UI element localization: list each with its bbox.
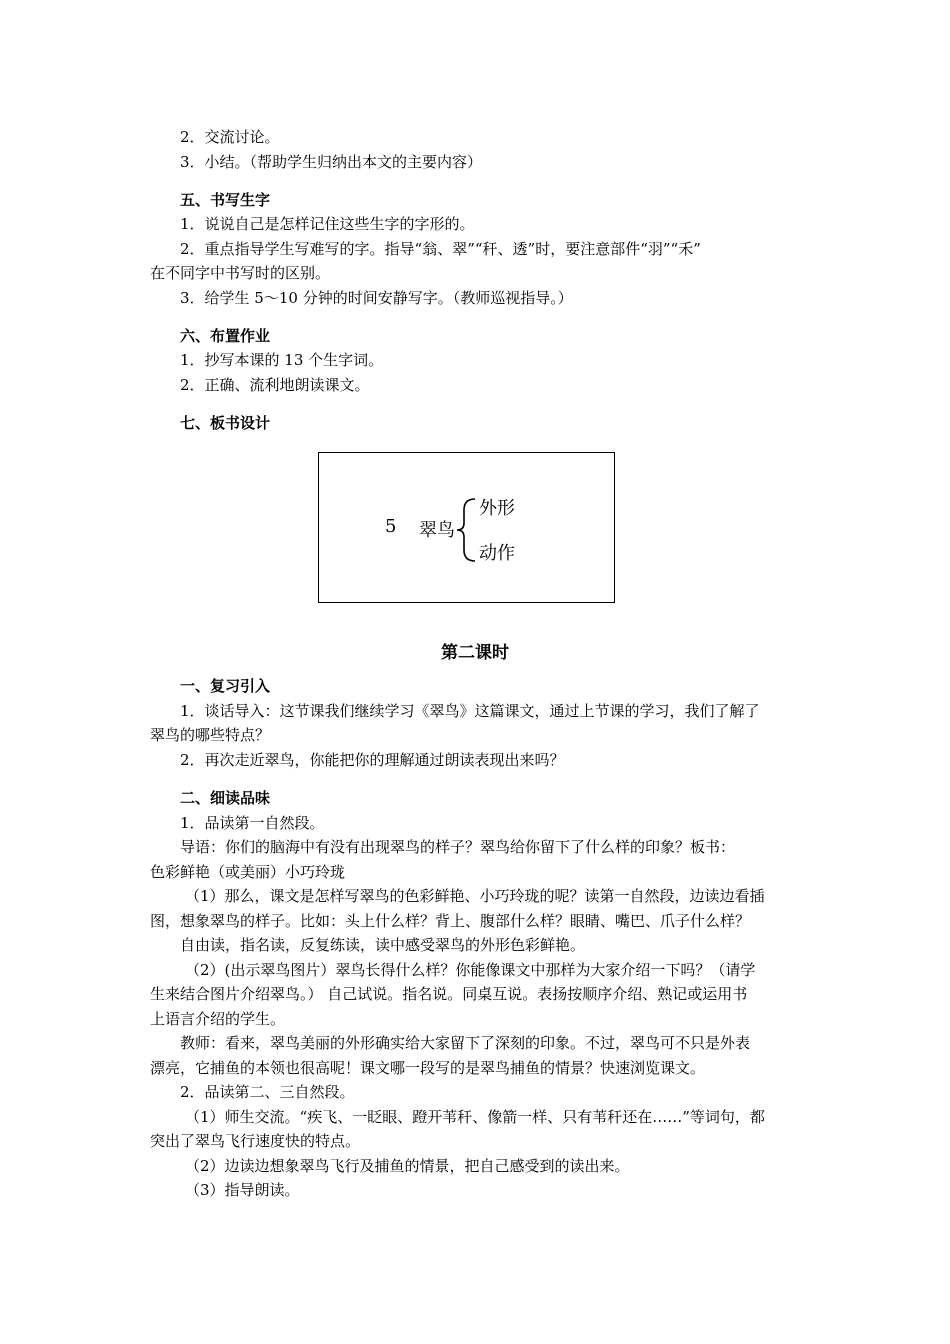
para-read-q2c: 上语言介绍的学生。 xyxy=(150,1010,286,1028)
para-guide-reading: （3）指导朗读。 xyxy=(185,1181,300,1199)
para-write-1: 1．说说自己是怎样记住这些生字的字形的。 xyxy=(180,215,475,233)
para-write-2b: 在不同字中书写时的区别。 xyxy=(150,264,331,282)
para-read-q1b: 图，想象翠鸟的样子。比如：头上什么样？背上、腹部什么样？眼睛、嘴巴、爪子什么样？ xyxy=(150,912,751,930)
para-teacher-b: 漂亮，它捕鱼的本领也很高呢！课文哪一段写的是翠鸟捕鱼的情景？快速浏览课文。 xyxy=(150,1059,706,1077)
board-branch-action: 动作 xyxy=(479,543,515,564)
board-branch-appearance: 外形 xyxy=(479,498,515,519)
para-homework-2: 2．正确、流利地朗读课文。 xyxy=(180,376,370,394)
para-review-2: 2．再次走近翠鸟，你能把你的理解通过朗读表现出来吗？ xyxy=(180,751,565,769)
para-summary: 3．小结。（帮助学生归纳出本文的主要内容） xyxy=(180,153,483,171)
para-imagine: （2）边读边想象翠鸟飞行及捕鱼的情景，把自己感受到的读出来。 xyxy=(185,1157,630,1175)
section-heading-board: 七、板书设计 xyxy=(180,414,271,432)
para-read-q1a: （1）那么，课文是怎样写翠鸟的色彩鲜艳、小巧玲珑的呢？读第一自然段，边读边看插 xyxy=(185,887,765,905)
section-heading-homework: 六、布置作业 xyxy=(180,327,271,345)
curly-brace-icon xyxy=(455,497,477,563)
para-homework-1: 1．抄写本课的 13 个生字词。 xyxy=(180,351,384,369)
para-teacher-a: 教师：看来，翠鸟美丽的外形确实给大家留下了深刻的印象。不过，翠鸟可不只是外表 xyxy=(180,1034,751,1052)
para-read-intro-a: 导语：你们的脑海中有没有出现翠鸟的样子？翠鸟给你留下了什么样的印象？板书： xyxy=(180,838,736,856)
para-read-2: 2．品读第二、三自然段。 xyxy=(180,1083,355,1101)
lesson-two-title: 第二课时 xyxy=(441,643,509,663)
section-heading-close-reading: 二、细读品味 xyxy=(180,789,271,807)
board-lesson-number: 5 xyxy=(385,516,397,537)
board-lesson-title: 翠鸟 xyxy=(419,520,455,541)
para-read-q2a: （2）(出示翠鸟图片）翠鸟长得什么样？你能像课文中那样为大家介绍一下吗？（请学 xyxy=(185,961,756,979)
section-heading-review: 一、复习引入 xyxy=(180,677,271,695)
para-exchange-b: 突出了翠鸟飞行速度快的特点。 xyxy=(150,1132,361,1150)
para-exchange: 2．交流讨论。 xyxy=(180,128,280,146)
para-review-1b: 翠鸟的哪些特点？ xyxy=(150,726,271,744)
para-write-2a: 2．重点指导学生写难写的字。指导“翁、翠”“秆、透”时，要注意部件“羽”“禾” xyxy=(180,240,701,258)
para-exchange-a: （1）师生交流。“疾飞、一眨眼、蹬开苇秆、像箭一样、只有苇秆还在……”等词句，都 xyxy=(185,1108,765,1126)
para-review-1a: 1．谈话导入：这节课我们继续学习《翠鸟》这篇课文，通过上节课的学习，我们了解了 xyxy=(180,702,760,720)
para-read-intro-b: 色彩鲜艳（或美丽）小巧玲珑 xyxy=(150,863,346,881)
para-write-3: 3．给学生 5～10 分钟的时间安静写字。（教师巡视指导。） xyxy=(180,289,573,307)
section-heading-write: 五、书写生字 xyxy=(180,191,271,209)
blackboard-design-box xyxy=(318,452,615,603)
para-read-free: 自由读，指名读，反复练读，读中感受翠鸟的外形色彩鲜艳。 xyxy=(180,936,586,954)
para-read-q2b: 生来结合图片介绍翠鸟。） 自己试说。指名说。同桌互说。表扬按顺序介绍、熟记或运用书 xyxy=(150,985,748,1003)
para-read-1: 1．品读第一自然段。 xyxy=(180,814,325,832)
